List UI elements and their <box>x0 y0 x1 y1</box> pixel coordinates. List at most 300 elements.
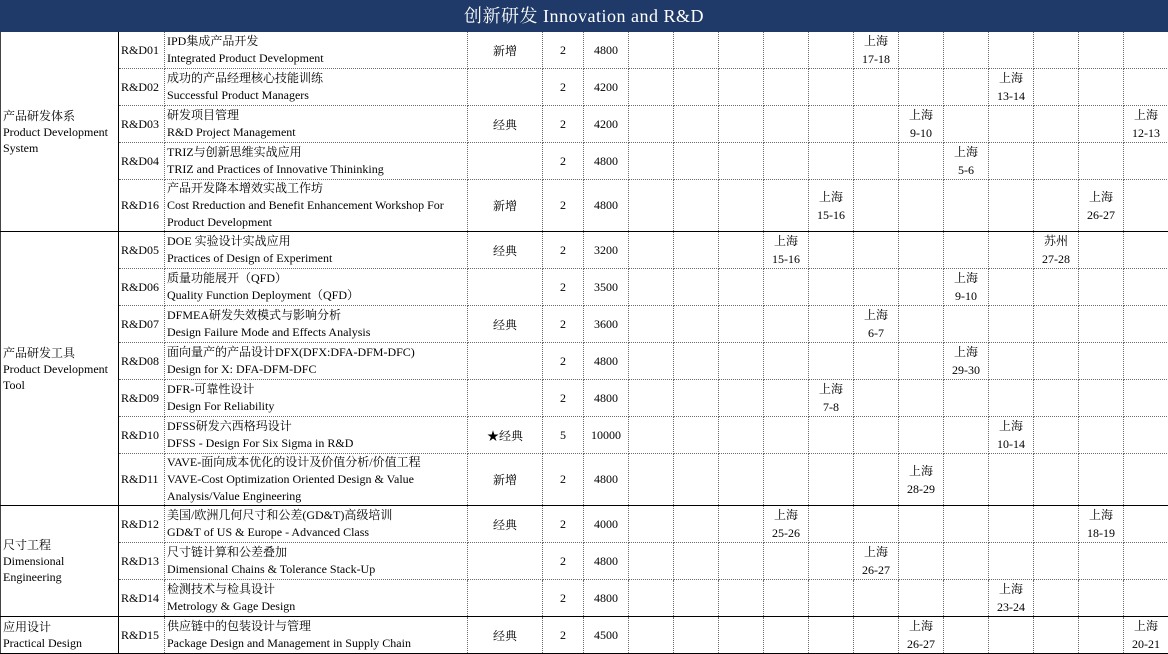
schedule-cell <box>674 69 719 106</box>
course-title-en: VAVE-Cost Optimization Oriented Design & Value <box>167 471 465 488</box>
category-name-cn: 应用设计 <box>3 619 116 635</box>
session-city: 上海 <box>1081 188 1121 206</box>
course-title <box>165 454 468 506</box>
schedule-cell <box>719 69 764 106</box>
schedule-cell <box>719 580 764 617</box>
session-cell <box>899 617 944 654</box>
schedule-cell <box>1034 180 1079 232</box>
course-tag <box>468 543 543 580</box>
schedule-cell <box>719 269 764 306</box>
schedule-cell <box>719 143 764 180</box>
course-row <box>1 32 1168 69</box>
schedule-cell <box>1034 617 1079 654</box>
course-title <box>165 617 468 654</box>
course-code: R&D07 <box>119 306 165 343</box>
schedule-cell <box>899 543 944 580</box>
course-tag: 新增 <box>468 180 543 232</box>
session-date: 26-27 <box>856 561 896 579</box>
course-tag: 新增 <box>468 32 543 69</box>
schedule-cell <box>629 380 674 417</box>
schedule-cell <box>629 617 674 654</box>
session-date: 12-13 <box>1126 124 1166 142</box>
session-city: 上海 <box>991 580 1031 598</box>
schedule-cell <box>899 580 944 617</box>
course-title-en: Design for X: DFA-DFM-DFC <box>167 361 465 378</box>
schedule-cell <box>764 617 809 654</box>
schedule-cell <box>629 306 674 343</box>
schedule-cell <box>989 543 1034 580</box>
schedule-cell <box>899 269 944 306</box>
schedule-cell <box>944 232 989 269</box>
session-city: 上海 <box>856 543 896 561</box>
course-row <box>1 543 1168 580</box>
course-title <box>165 32 468 69</box>
schedule-cell <box>1079 106 1124 143</box>
session-cell <box>989 580 1034 617</box>
schedule-cell <box>719 417 764 454</box>
course-code: R&D12 <box>119 506 165 543</box>
course-title-en: Dimensional Chains & Tolerance Stack-Up <box>167 561 465 578</box>
course-title-en-line2: Product Development <box>167 214 465 231</box>
category-name-cn: 产品研发工具 <box>3 345 116 361</box>
schedule-cell <box>944 69 989 106</box>
schedule-cell <box>1124 143 1168 180</box>
course-row <box>1 180 1168 232</box>
schedule-cell <box>764 32 809 69</box>
schedule-cell <box>719 506 764 543</box>
course-tag: 新增 <box>468 454 543 506</box>
course-title <box>165 69 468 106</box>
category-name-cn: 尺寸工程 <box>3 537 116 553</box>
course-code: R&D03 <box>119 106 165 143</box>
schedule-cell <box>1079 343 1124 380</box>
course-row <box>1 69 1168 106</box>
course-tag: 经典 <box>468 232 543 269</box>
schedule-cell <box>809 232 854 269</box>
course-title-cn: IPD集成产品开发 <box>167 33 465 50</box>
schedule-cell <box>674 269 719 306</box>
category-name-en-line2: Tool <box>3 377 116 393</box>
schedule-cell <box>1034 380 1079 417</box>
course-title-cn: DOE 实验设计实战应用 <box>167 233 465 250</box>
session-city: 上海 <box>991 69 1031 87</box>
session-date: 9-10 <box>946 287 986 305</box>
course-code: R&D06 <box>119 269 165 306</box>
course-days: 2 <box>543 543 584 580</box>
course-row <box>1 232 1168 269</box>
course-fee: 4200 <box>584 69 629 106</box>
course-days: 2 <box>543 306 584 343</box>
schedule-cell <box>629 232 674 269</box>
session-cell <box>1124 106 1168 143</box>
session-date: 10-14 <box>991 435 1031 453</box>
course-fee: 4500 <box>584 617 629 654</box>
schedule-cell <box>674 143 719 180</box>
session-city: 上海 <box>991 417 1031 435</box>
category-cell <box>1 506 119 617</box>
schedule-cell <box>944 417 989 454</box>
schedule-cell <box>809 269 854 306</box>
session-date: 23-24 <box>991 598 1031 616</box>
session-date: 20-21 <box>1126 635 1166 653</box>
course-code: R&D02 <box>119 69 165 106</box>
schedule-cell <box>764 343 809 380</box>
course-title-cn: 美国/欧洲几何尺寸和公差(GD&T)高级培训 <box>167 507 465 524</box>
schedule-cell <box>629 417 674 454</box>
schedule-cell <box>1034 269 1079 306</box>
schedule-cell <box>764 106 809 143</box>
schedule-cell <box>764 306 809 343</box>
course-code: R&D05 <box>119 232 165 269</box>
schedule-cell <box>1034 454 1079 506</box>
schedule-cell <box>854 269 899 306</box>
session-city: 上海 <box>856 306 896 324</box>
schedule-cell <box>764 417 809 454</box>
schedule-cell <box>629 543 674 580</box>
category-name-en-line2: System <box>3 140 116 156</box>
schedule-cell <box>764 543 809 580</box>
session-cell <box>854 306 899 343</box>
session-date: 15-16 <box>811 206 851 224</box>
schedule-cell <box>764 143 809 180</box>
schedule-cell <box>674 306 719 343</box>
schedule-cell <box>719 32 764 69</box>
course-code: R&D09 <box>119 380 165 417</box>
course-tag: ★经典 <box>468 417 543 454</box>
schedule-cell <box>989 106 1034 143</box>
schedule-cell <box>989 143 1034 180</box>
course-title <box>165 232 468 269</box>
course-days: 2 <box>543 232 584 269</box>
schedule-cell <box>719 343 764 380</box>
schedule-cell <box>989 306 1034 343</box>
session-city: 上海 <box>856 32 896 50</box>
schedule-cell <box>674 543 719 580</box>
schedule-cell <box>854 580 899 617</box>
course-tag: 经典 <box>468 617 543 654</box>
course-days: 2 <box>543 380 584 417</box>
schedule-cell <box>944 454 989 506</box>
course-tag <box>468 580 543 617</box>
course-days: 2 <box>543 143 584 180</box>
category-name-en: Product Development <box>3 124 116 140</box>
schedule-cell <box>989 343 1034 380</box>
course-days: 5 <box>543 417 584 454</box>
course-title-en: Quality Function Deployment（QFD） <box>167 287 465 304</box>
session-cell <box>809 380 854 417</box>
schedule-cell <box>1079 306 1124 343</box>
session-date: 6-7 <box>856 324 896 342</box>
course-title-en-line2: Analysis/Value Engineering <box>167 488 465 505</box>
course-fee: 4800 <box>584 343 629 380</box>
schedule-cell <box>719 180 764 232</box>
course-row <box>1 506 1168 543</box>
session-cell <box>989 417 1034 454</box>
course-fee: 4800 <box>584 454 629 506</box>
session-cell <box>1079 180 1124 232</box>
schedule-cell <box>899 343 944 380</box>
course-title-cn: DFSS研发六西格玛设计 <box>167 418 465 435</box>
schedule-cell <box>629 106 674 143</box>
schedule-cell <box>674 343 719 380</box>
course-days: 2 <box>543 69 584 106</box>
schedule-cell <box>1079 32 1124 69</box>
schedule-cell <box>854 106 899 143</box>
schedule-cell <box>674 454 719 506</box>
category-cell <box>1 32 119 232</box>
session-city: 上海 <box>766 232 806 250</box>
schedule-cell <box>809 506 854 543</box>
schedule-cell <box>674 32 719 69</box>
schedule-cell <box>1034 580 1079 617</box>
schedule-cell <box>719 617 764 654</box>
course-days: 2 <box>543 32 584 69</box>
course-tag: 经典 <box>468 306 543 343</box>
schedule-cell <box>1079 380 1124 417</box>
course-row <box>1 143 1168 180</box>
session-date: 18-19 <box>1081 524 1121 542</box>
session-city: 上海 <box>1126 617 1166 635</box>
schedule-cell <box>674 580 719 617</box>
session-city: 上海 <box>811 380 851 398</box>
schedule-cell <box>629 269 674 306</box>
course-code: R&D11 <box>119 454 165 506</box>
course-title-en: Design Failure Mode and Effects Analysis <box>167 324 465 341</box>
schedule-cell <box>989 380 1034 417</box>
schedule-cell <box>989 617 1034 654</box>
session-cell <box>899 454 944 506</box>
schedule-cell <box>989 32 1034 69</box>
schedule-cell <box>944 543 989 580</box>
schedule-cell <box>1034 417 1079 454</box>
course-fee: 4800 <box>584 180 629 232</box>
course-row <box>1 454 1168 506</box>
schedule-cell <box>944 580 989 617</box>
session-date: 7-8 <box>811 398 851 416</box>
schedule-cell <box>1124 580 1168 617</box>
course-days: 2 <box>543 106 584 143</box>
course-title-en: Successful Product Managers <box>167 87 465 104</box>
course-days: 2 <box>543 506 584 543</box>
course-title-cn: 研发项目管理 <box>167 107 465 124</box>
schedule-cell <box>944 506 989 543</box>
schedule-cell <box>1124 32 1168 69</box>
schedule-cell <box>809 580 854 617</box>
schedule-cell <box>1079 617 1124 654</box>
schedule-cell <box>629 143 674 180</box>
schedule-cell <box>854 417 899 454</box>
course-row <box>1 580 1168 617</box>
schedule-cell <box>764 454 809 506</box>
schedule-cell <box>719 306 764 343</box>
schedule-cell <box>1124 543 1168 580</box>
course-tag <box>468 269 543 306</box>
schedule-cell <box>629 180 674 232</box>
schedule-cell <box>1034 69 1079 106</box>
schedule-cell <box>989 454 1034 506</box>
course-title-en: Design For Reliability <box>167 398 465 415</box>
session-cell <box>1124 617 1168 654</box>
schedule-cell <box>944 180 989 232</box>
schedule-cell <box>1034 32 1079 69</box>
schedule-cell <box>629 343 674 380</box>
course-fee: 4800 <box>584 143 629 180</box>
schedule-cell <box>629 580 674 617</box>
course-row <box>1 106 1168 143</box>
course-title-cn: DFR-可靠性设计 <box>167 381 465 398</box>
course-title-cn: 面向量产的产品设计DFX(DFX:DFA-DFM-DFC) <box>167 344 465 361</box>
course-fee: 4800 <box>584 580 629 617</box>
schedule-cell <box>1124 269 1168 306</box>
schedule-cell <box>899 69 944 106</box>
schedule-cell <box>899 180 944 232</box>
session-cell <box>1079 506 1124 543</box>
course-title-en: DFSS - Design For Six Sigma in R&D <box>167 435 465 452</box>
session-city: 上海 <box>1126 106 1166 124</box>
session-city: 上海 <box>946 269 986 287</box>
course-title <box>165 343 468 380</box>
course-code: R&D04 <box>119 143 165 180</box>
schedule-cell <box>809 143 854 180</box>
schedule-cell <box>674 180 719 232</box>
schedule-cell <box>899 32 944 69</box>
schedule-cell <box>1124 343 1168 380</box>
course-code: R&D10 <box>119 417 165 454</box>
session-cell <box>899 106 944 143</box>
course-title <box>165 143 468 180</box>
schedule-cell <box>854 143 899 180</box>
schedule-cell <box>1124 232 1168 269</box>
course-code: R&D13 <box>119 543 165 580</box>
session-cell <box>854 32 899 69</box>
session-date: 27-28 <box>1036 250 1076 268</box>
schedule-cell <box>1124 69 1168 106</box>
schedule-cell <box>1034 543 1079 580</box>
course-title-en: Package Design and Management in Supply Chain <box>167 635 465 652</box>
schedule-cell <box>854 506 899 543</box>
session-date: 17-18 <box>856 50 896 68</box>
session-city: 上海 <box>766 506 806 524</box>
schedule-cell <box>1079 543 1124 580</box>
course-title-cn: 尺寸链计算和公差叠加 <box>167 544 465 561</box>
schedule-cell <box>1079 417 1124 454</box>
schedule-cell <box>629 454 674 506</box>
schedule-cell <box>854 454 899 506</box>
course-title <box>165 180 468 232</box>
session-city: 上海 <box>946 343 986 361</box>
course-fee: 4000 <box>584 506 629 543</box>
schedule-cell <box>809 454 854 506</box>
schedule-cell <box>989 269 1034 306</box>
session-date: 29-30 <box>946 361 986 379</box>
schedule-cell <box>629 506 674 543</box>
session-city: 上海 <box>1081 506 1121 524</box>
course-title <box>165 506 468 543</box>
course-row <box>1 343 1168 380</box>
schedule-cell <box>809 69 854 106</box>
schedule-cell <box>629 32 674 69</box>
schedule-cell <box>1124 380 1168 417</box>
session-cell <box>854 543 899 580</box>
session-city: 上海 <box>946 143 986 161</box>
course-tag: 经典 <box>468 106 543 143</box>
schedule-cell <box>989 506 1034 543</box>
course-tag <box>468 343 543 380</box>
schedule-cell <box>719 232 764 269</box>
schedule-cell <box>1079 69 1124 106</box>
schedule-cell <box>719 380 764 417</box>
schedule-cell <box>854 380 899 417</box>
schedule-cell <box>629 69 674 106</box>
session-cell <box>944 343 989 380</box>
schedule-cell <box>1124 454 1168 506</box>
course-title <box>165 543 468 580</box>
page-title: 创新研发 Innovation and R&D <box>0 0 1168 32</box>
schedule-cell <box>1079 143 1124 180</box>
course-title-en: Cost Rreduction and Benefit Enhancement Workshop For <box>167 197 465 214</box>
course-fee: 3500 <box>584 269 629 306</box>
course-title-en: Integrated Product Development <box>167 50 465 67</box>
course-fee: 3600 <box>584 306 629 343</box>
course-title-cn: 检测技术与检具设计 <box>167 581 465 598</box>
course-days: 2 <box>543 454 584 506</box>
course-code: R&D14 <box>119 580 165 617</box>
course-title-cn: TRIZ与创新思维实战应用 <box>167 144 465 161</box>
schedule-cell <box>674 417 719 454</box>
schedule-cell <box>764 269 809 306</box>
schedule-cell <box>854 232 899 269</box>
schedule-cell <box>809 417 854 454</box>
course-fee: 4800 <box>584 543 629 580</box>
course-tag: 经典 <box>468 506 543 543</box>
course-code: R&D08 <box>119 343 165 380</box>
session-city: 上海 <box>901 617 941 635</box>
schedule-cell <box>944 306 989 343</box>
course-title-cn: 产品开发降本增效实战工作坊 <box>167 180 465 197</box>
course-fee: 3200 <box>584 232 629 269</box>
course-code: R&D01 <box>119 32 165 69</box>
category-name-en: Practical Design <box>3 635 116 651</box>
category-cell <box>1 617 119 654</box>
schedule-cell <box>764 580 809 617</box>
course-title <box>165 380 468 417</box>
schedule-cell <box>1034 306 1079 343</box>
session-date: 26-27 <box>901 635 941 653</box>
course-title-cn: 质量功能展开（QFD） <box>167 270 465 287</box>
course-title <box>165 417 468 454</box>
session-cell <box>764 232 809 269</box>
course-schedule-table <box>0 32 1168 654</box>
session-date: 25-26 <box>766 524 806 542</box>
course-title <box>165 306 468 343</box>
schedule-cell <box>1079 580 1124 617</box>
course-title-cn: VAVE-面向成本优化的设计及价值分析/价值工程 <box>167 454 465 471</box>
course-tag <box>468 143 543 180</box>
schedule-cell <box>1124 180 1168 232</box>
schedule-cell <box>1079 232 1124 269</box>
course-days: 2 <box>543 343 584 380</box>
schedule-cell <box>1034 106 1079 143</box>
session-date: 26-27 <box>1081 206 1121 224</box>
course-fee: 10000 <box>584 417 629 454</box>
schedule-cell <box>1124 306 1168 343</box>
course-row <box>1 417 1168 454</box>
session-cell <box>944 143 989 180</box>
schedule-cell <box>809 543 854 580</box>
course-title-en: TRIZ and Practices of Innovative Thininking <box>167 161 465 178</box>
course-title <box>165 269 468 306</box>
course-days: 2 <box>543 269 584 306</box>
